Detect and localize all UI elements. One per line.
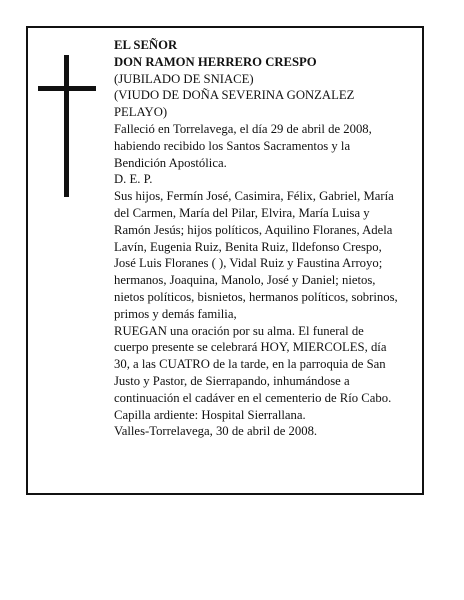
notice-line: nietos políticos, bisnietos, hermanos políticos, sobrinos, (114, 289, 398, 304)
notice-line: D. E. P. (114, 172, 153, 187)
cross-icon (38, 55, 96, 197)
notice-line: primos y demás familia, (114, 306, 237, 321)
notice-line: 30, a las CUATRO de la tarde, en la parroquia de San (114, 357, 386, 372)
notice-line: (JUBILADO DE SNIACE) (114, 71, 254, 86)
notice-line: hermanos, Joaquina, Manolo, José y Daniel; nietos, (114, 273, 376, 288)
notice-line: (VIUDO DE DOÑA SEVERINA GONZALEZ (114, 88, 355, 103)
notice-line: Valles-Torrelavega, 30 de abril de 2008. (114, 424, 318, 439)
notice-line: Justo y Pastor, de Sierrapando, inhumándose a (114, 373, 350, 388)
notice-line: continuación el cadáver en el cementerio de Río Cabo. (114, 390, 392, 405)
notice-line: del Carmen, María del Pilar, Elvira, María Luisa y (114, 205, 370, 220)
notice-line: habiendo recibido los Santos Sacramentos y la (114, 138, 351, 153)
notice-line: Capilla ardiente: Hospital Sierrallana. (114, 407, 306, 422)
notice-line: Sus hijos, Fermín José, Casimira, Félix, Gabriel, María (114, 189, 394, 204)
notice-line: cuerpo presente se celebrará HOY, MIERCOLES, día (114, 340, 387, 355)
notice-line: PELAYO) (114, 105, 168, 120)
notice-line: Falleció en Torrelavega, el día 29 de abril de 2008, (114, 121, 372, 136)
notice-line: RUEGAN una oración por su alma. El funeral de (114, 323, 364, 338)
notice-line: Ramón Jesús; hijos políticos, Aquilino Floranes, Adela (114, 222, 393, 237)
notice-title: EL SEÑOR (114, 38, 178, 52)
cross-vertical-bar (64, 55, 69, 197)
deceased-name: DON RAMON HERRERO CRESPO (114, 54, 317, 69)
obituary-text (114, 37, 414, 440)
notice-line: Bendición Apostólica. (114, 155, 227, 170)
cross-horizontal-bar (38, 86, 96, 91)
notice-line: José Luis Floranes ( ), Vidal Ruiz y Faustina Arroyo; (114, 256, 383, 271)
notice-line: Lavín, Eugenia Ruiz, Benita Ruiz, Ildefonso Crespo, (114, 239, 382, 254)
